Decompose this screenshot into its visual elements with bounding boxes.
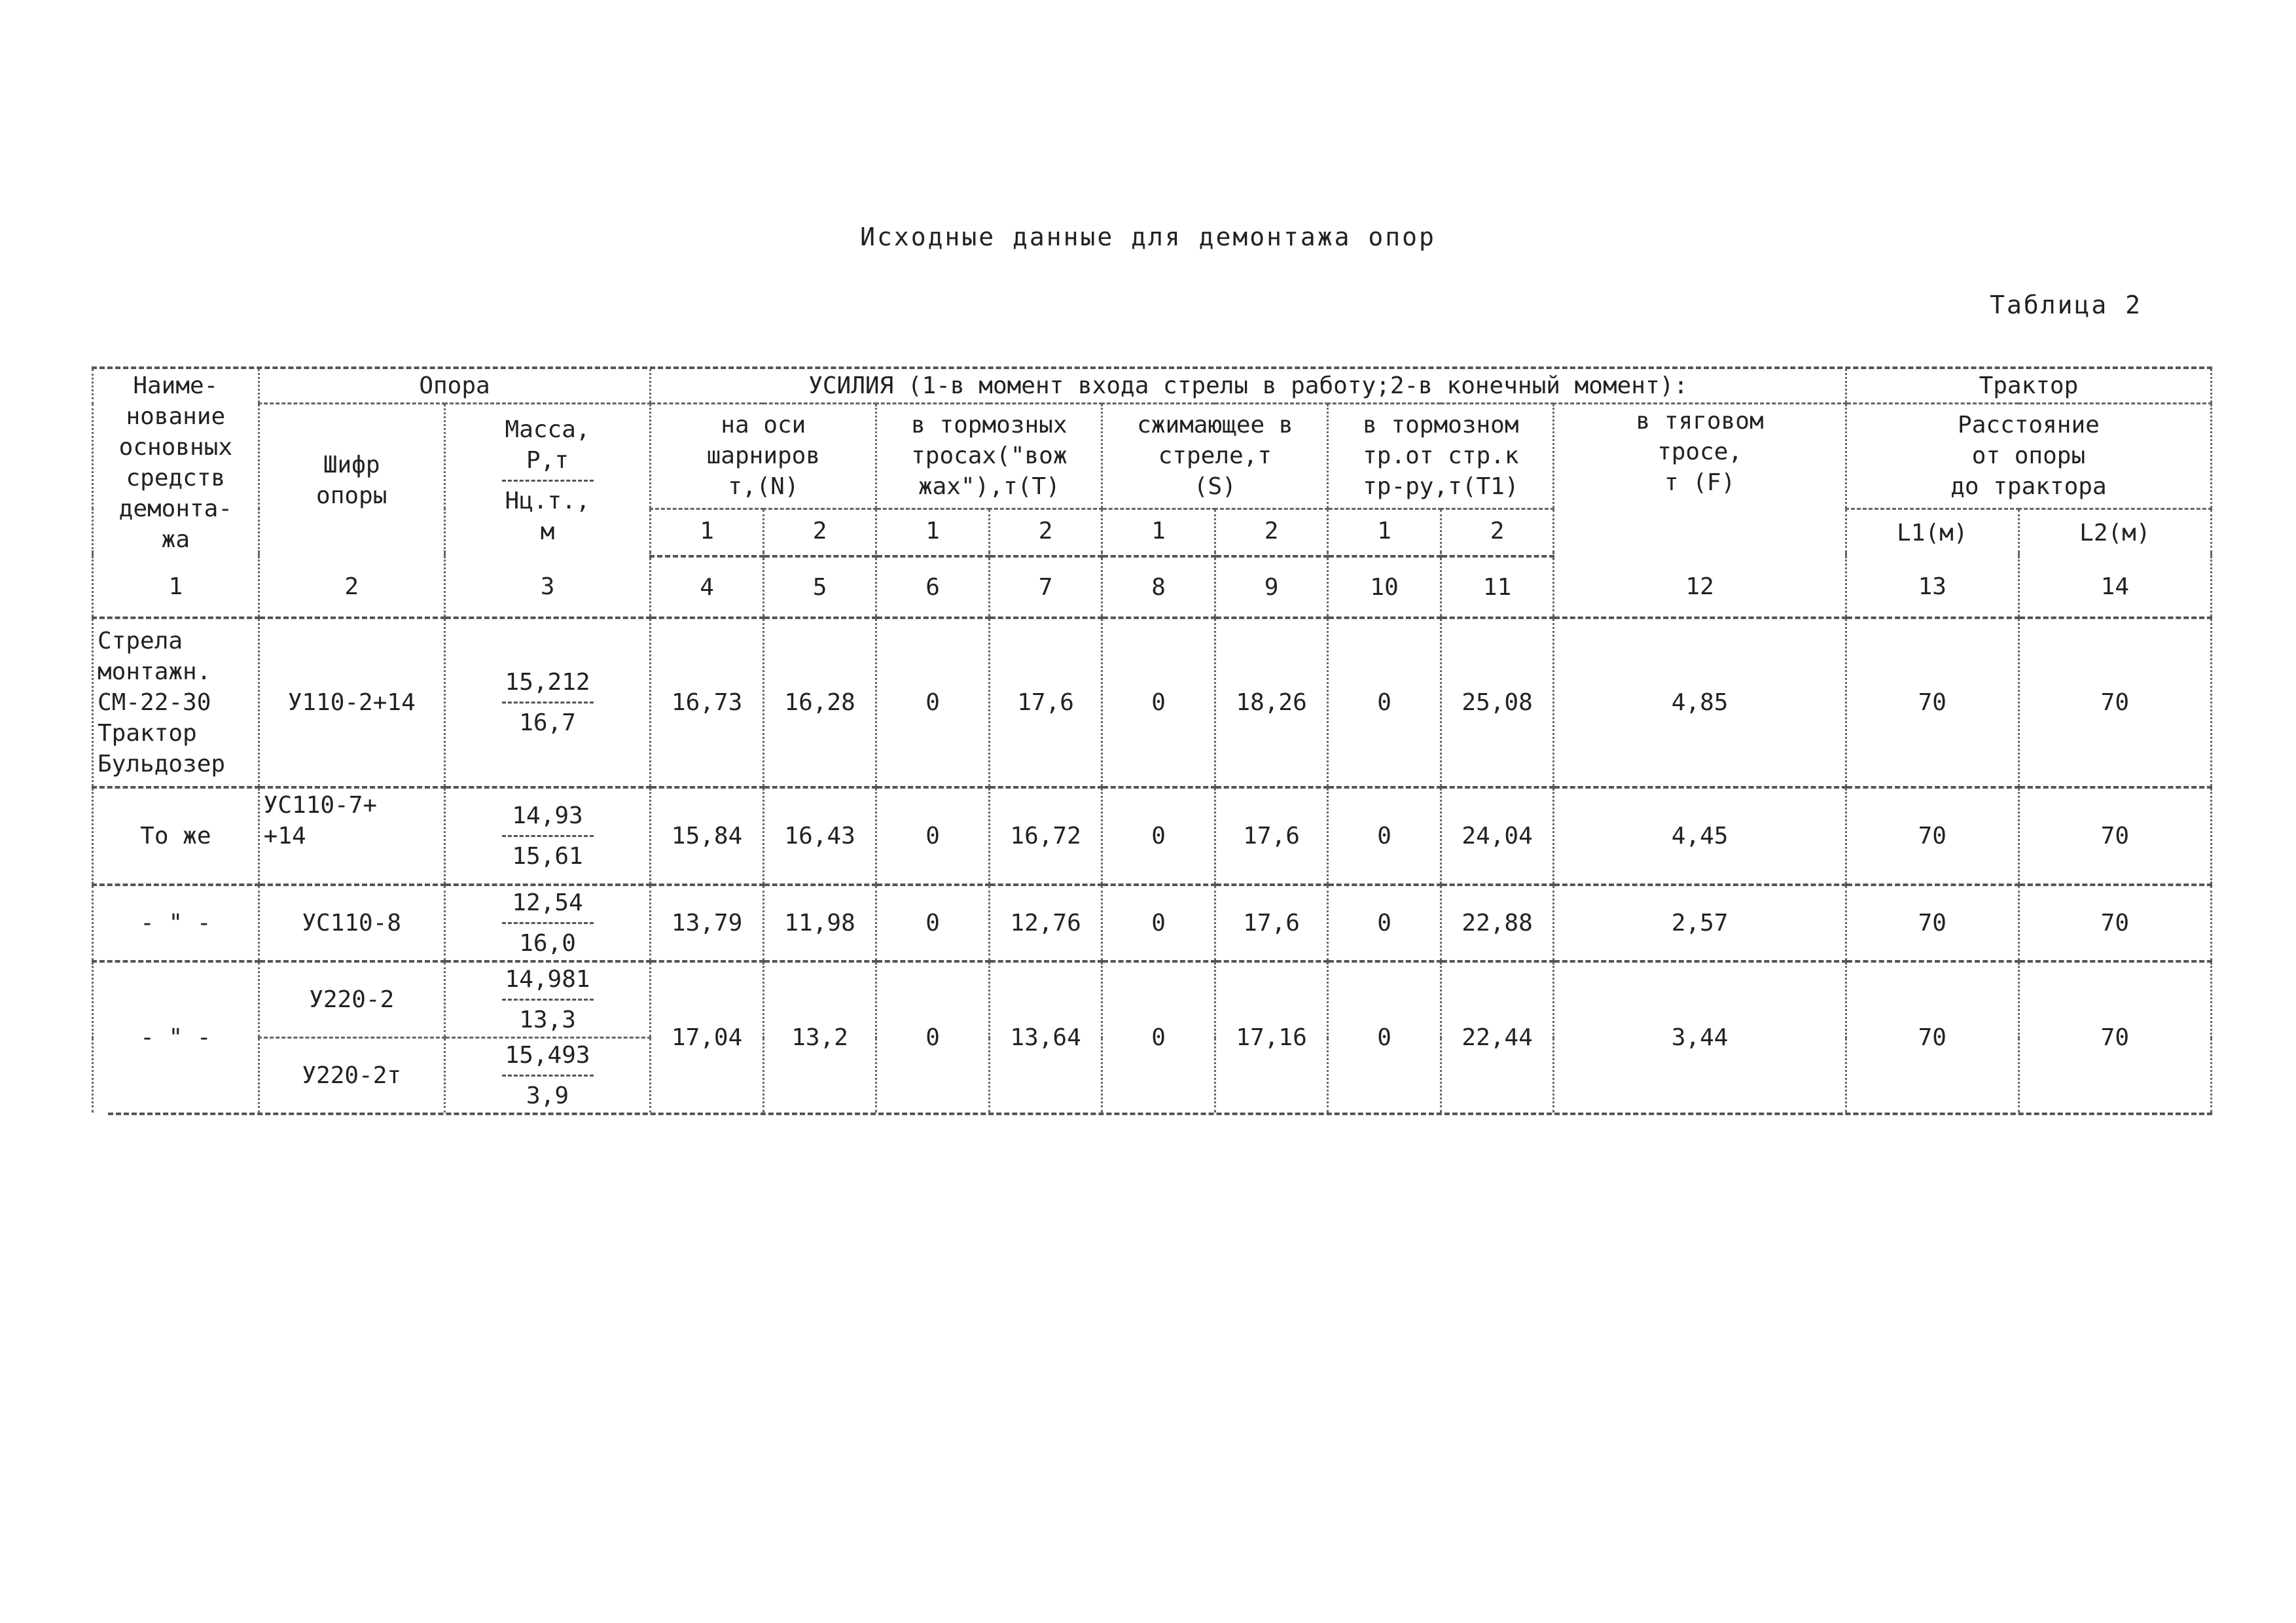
height-value: 16,0: [519, 930, 576, 957]
value-t1-2: 22,44: [1441, 961, 1554, 1113]
header-code-line: Шифр: [323, 452, 380, 478]
value-l1: 70: [1846, 618, 2018, 787]
support-code: У220-2т: [259, 1038, 444, 1113]
header-height-line: м: [540, 518, 555, 545]
header-distance-line: Расстояние: [1958, 412, 2100, 439]
value-n1: 15,84: [651, 787, 764, 885]
column-number: 2: [259, 556, 444, 618]
phase-1: 1: [1102, 508, 1215, 552]
value-f: 4,45: [1554, 787, 1846, 885]
header-name-line: жа: [161, 526, 190, 553]
phase-2: 2: [763, 508, 876, 552]
equipment-name-line: Бульдозер: [98, 751, 226, 777]
mass-height-divider: [502, 1075, 594, 1077]
mass-height-divider: [502, 480, 594, 482]
column-number: 12: [1554, 556, 1846, 618]
value-l2: 70: [2018, 787, 2211, 885]
column-number: 11: [1441, 556, 1554, 618]
header-opora-group: Опора: [259, 369, 651, 404]
mass-height-divider: [502, 999, 594, 1001]
column-number: 5: [763, 556, 876, 618]
header-n-line: т,(N): [728, 473, 799, 501]
support-code-line: УС110-7+: [263, 792, 378, 819]
value-s1: 0: [1102, 618, 1215, 787]
header-t-cell: [876, 404, 1102, 509]
table-row: [93, 961, 2212, 1038]
value-t-2: 12,76: [989, 885, 1102, 961]
header-name-line: нование: [126, 403, 226, 430]
value-t-2: 17,6: [989, 618, 1102, 787]
support-code: У110-2+14: [259, 618, 444, 787]
support-code: У220-2: [259, 961, 444, 1038]
column-number: 10: [1328, 556, 1441, 618]
header-t1-line: тр.от стр.к: [1363, 442, 1519, 470]
value-n1: 17,04: [651, 961, 764, 1113]
table-row: [93, 787, 2212, 885]
value-n2: 13,2: [763, 961, 876, 1113]
header-traktor-group: Трактор: [1846, 369, 2211, 404]
header-code-cell: [259, 404, 444, 557]
header-f-line: в тяговом: [1636, 408, 1764, 435]
value-t1-1: 0: [1328, 961, 1441, 1113]
value-t1-1: 0: [1328, 885, 1441, 961]
value-l2: 70: [2018, 618, 2211, 787]
header-t1-cell: [1328, 404, 1554, 509]
height-value: 3,9: [526, 1082, 569, 1109]
table-number-label: Таблица 2: [1990, 291, 2142, 319]
header-l2: L2(м): [2018, 508, 2211, 556]
column-numbers-row: [93, 556, 2212, 618]
value-n2: 16,28: [763, 618, 876, 787]
header-t1-line: тр-ру,т(Т1): [1363, 473, 1519, 501]
column-number: 8: [1102, 556, 1215, 618]
document-title: Исходные данные для демонтажа опор: [860, 223, 1436, 251]
data-table: [92, 366, 2212, 1115]
mass-height-divider: [502, 835, 594, 837]
value-n2: 16,43: [763, 787, 876, 885]
column-number: 13: [1846, 556, 2018, 618]
phase-1: 1: [876, 508, 990, 552]
equipment-name: [93, 961, 259, 1113]
mass-value: 12,54: [512, 889, 583, 916]
phase-2: 2: [1215, 508, 1328, 552]
header-mass-line: Масса,: [505, 416, 590, 443]
value-n1: 13,79: [651, 885, 764, 961]
header-n-line: на оси: [721, 412, 806, 439]
value-s2: 17,6: [1215, 885, 1328, 961]
header-code-line: опоры: [316, 482, 387, 509]
support-code-line: +14: [263, 823, 306, 849]
height-value: 13,3: [519, 1007, 576, 1033]
column-number: 3: [444, 556, 651, 618]
value-s2: 17,16: [1215, 961, 1328, 1113]
column-number: 4: [651, 556, 764, 618]
column-number: 9: [1215, 556, 1328, 618]
equipment-name-line: - " -: [140, 910, 211, 936]
height-value: 16,7: [519, 709, 576, 736]
header-usiliya-group: УСИЛИЯ (1-в момент входа стрелы в работу;2-в конечный момент):: [651, 369, 1846, 404]
value-t1-1: 0: [1328, 618, 1441, 787]
header-mass-cell: [444, 404, 651, 557]
header-row-groups: [93, 369, 2212, 404]
header-name-line: Наиме-: [133, 372, 219, 399]
header-distance-line: от опоры: [1971, 442, 2086, 470]
header-mass-line: Р,т: [526, 446, 569, 474]
mass-height-divider: [502, 922, 594, 924]
value-f: 2,57: [1554, 885, 1846, 961]
value-t-1: 0: [876, 885, 990, 961]
value-l1: 70: [1846, 787, 2018, 885]
value-s1: 0: [1102, 885, 1215, 961]
equipment-name: [93, 618, 259, 787]
header-n-cell: [651, 404, 876, 509]
header-n-line: шарниров: [706, 442, 821, 470]
equipment-name-line: То же: [140, 823, 211, 849]
equipment-name: [93, 885, 259, 961]
equipment-name-line: Трактор: [98, 720, 197, 747]
phase-1: 1: [651, 508, 764, 552]
mass-height-cell: [444, 787, 651, 885]
header-name-line: демонта-: [118, 495, 233, 522]
value-l2: 70: [2018, 961, 2211, 1113]
mass-height-divider: [502, 702, 594, 704]
column-number: 14: [2018, 556, 2211, 618]
equipment-name: [93, 787, 259, 885]
value-t1-2: 25,08: [1441, 618, 1554, 787]
value-t-1: 0: [876, 787, 990, 885]
header-s-line: сжимающее в: [1137, 412, 1293, 439]
value-t-2: 16,72: [989, 787, 1102, 885]
value-t-1: 0: [876, 961, 990, 1113]
value-n1: 16,73: [651, 618, 764, 787]
height-value: 15,61: [512, 843, 583, 870]
phase-1: 1: [1328, 508, 1441, 552]
header-name-line: средств: [126, 465, 226, 491]
support-code: УС110-8: [259, 885, 444, 961]
phase-2: 2: [1441, 508, 1554, 552]
value-t1-2: 22,88: [1441, 885, 1554, 961]
header-f-line: т (F): [1664, 469, 1736, 496]
header-t-line: жах"),т(Т): [918, 473, 1060, 501]
header-distance-cell: [1846, 404, 2211, 509]
mass-height-cell: [444, 618, 651, 787]
value-s2: 17,6: [1215, 787, 1328, 885]
value-f: 4,85: [1554, 618, 1846, 787]
header-f-cell: [1554, 404, 1846, 557]
header-s-line: (S): [1193, 473, 1236, 501]
column-number: 1: [93, 556, 259, 618]
header-t1-line: в тормозном: [1363, 412, 1519, 439]
value-s1: 0: [1102, 961, 1215, 1113]
value-s2: 18,26: [1215, 618, 1328, 787]
column-number: 6: [876, 556, 990, 618]
header-name-line: основных: [118, 434, 233, 461]
value-f: 3,44: [1554, 961, 1846, 1113]
table-row: [93, 618, 2212, 787]
header-height-line: Нц.т.,: [505, 487, 590, 514]
header-t-line: в тормозных: [911, 412, 1067, 439]
value-l2: 70: [2018, 885, 2211, 961]
value-s1: 0: [1102, 787, 1215, 885]
header-l1: L1(м): [1846, 508, 2018, 556]
table-bottom-rule: [108, 1113, 2212, 1115]
header-s-cell: [1102, 404, 1328, 509]
mass-value: 15,212: [505, 669, 590, 696]
column-number: 7: [989, 556, 1102, 618]
mass-height-cell: [444, 1038, 651, 1113]
table-row: [93, 885, 2212, 961]
mass-height-cell: [444, 885, 651, 961]
header-f-line: тросе,: [1657, 438, 1743, 465]
mass-value: 14,981: [505, 966, 590, 993]
header-s-line: стреле,т: [1158, 442, 1272, 470]
header-name-cell: [93, 369, 259, 556]
equipment-name-line: Стрела: [98, 628, 183, 654]
phase-2: 2: [989, 508, 1102, 552]
value-t-1: 0: [876, 618, 990, 787]
value-l1: 70: [1846, 961, 2018, 1113]
mass-value: 14,93: [512, 802, 583, 829]
value-n2: 11,98: [763, 885, 876, 961]
mass-height-cell: [444, 961, 651, 1038]
equipment-name-line: - " -: [140, 1024, 211, 1051]
mass-value: 15,493: [505, 1042, 590, 1069]
equipment-name-line: монтажн.: [98, 658, 211, 685]
equipment-name-line: СМ-22-30: [98, 689, 211, 716]
header-distance-line: до трактора: [1950, 473, 2107, 501]
header-t-line: тросах("вож: [911, 442, 1067, 470]
value-l1: 70: [1846, 885, 2018, 961]
header-row-subgroups: [93, 404, 2212, 509]
value-t1-1: 0: [1328, 787, 1441, 885]
support-code: [259, 787, 444, 885]
demolition-table: [92, 369, 2212, 1113]
value-t1-2: 24,04: [1441, 787, 1554, 885]
value-t-2: 13,64: [989, 961, 1102, 1113]
